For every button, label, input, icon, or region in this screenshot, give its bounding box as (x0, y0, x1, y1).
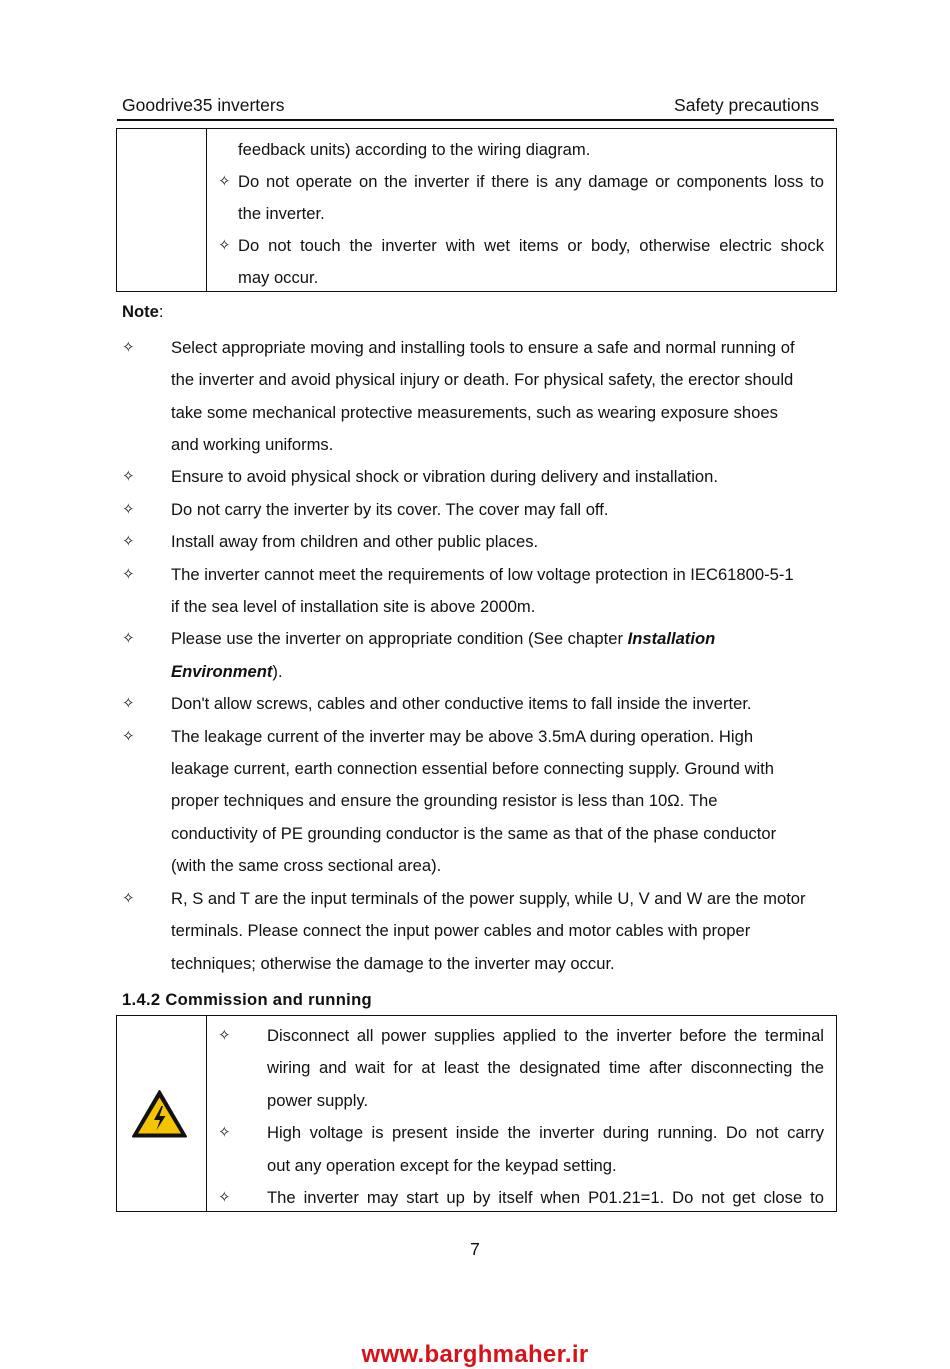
header-rule (117, 119, 834, 121)
section-heading: 1.4.2 Commission and running (122, 990, 372, 1009)
top-box-line-2: Do not operate on the inverter if there is any damage or components loss to (238, 172, 824, 191)
box-divider (206, 129, 207, 291)
diamond-bullet-icon: ✧ (122, 467, 135, 485)
note-heading (122, 302, 164, 322)
note-5-line-2: if the sea level of installation site is above 2000m. (171, 597, 536, 616)
note-5-line-1: The inverter cannot meet the requirements of low voltage protection in IEC61800-5-1 (171, 565, 794, 584)
commission-3-line-1: The inverter may start up by itself when P01.21=1. Do not get close to (267, 1188, 824, 1207)
diamond-bullet-icon: ✧ (122, 889, 135, 907)
diamond-bullet-icon: ✧ (122, 532, 135, 550)
diamond-bullet-icon: ✧ (122, 565, 135, 583)
page-number: 7 (470, 1239, 480, 1259)
commission-2-line-1: High voltage is present inside the inverter during running. Do not carry (267, 1123, 824, 1142)
note-9-line-2: terminals. Please connect the input power cables and motor cables with proper (171, 921, 751, 940)
commission-1-line-1: Disconnect all power supplies applied to the inverter before the terminal (267, 1026, 824, 1045)
diamond-bullet-icon: ✧ (122, 727, 135, 745)
note-6-prefix: Please use the inverter on appropriate condition (See chapter (171, 629, 628, 648)
note-1-line-2: the inverter and avoid physical injury or death. For physical safety, the erector should (171, 370, 794, 389)
note-7: Don't allow screws, cables and other conductive items to fall inside the inverter. (171, 694, 752, 713)
high-voltage-warning-icon (131, 1089, 188, 1139)
note-8-line-1: The leakage current of the inverter may be above 3.5mA during operation. High (171, 727, 754, 746)
diamond-bullet-icon: ✧ (122, 338, 135, 356)
note-6-suffix: ). (272, 662, 283, 681)
top-box-line-4: Do not touch the inverter with wet items or body, otherwise electric shock (238, 236, 824, 255)
header-section-title: Safety precautions (674, 95, 819, 115)
note-6-chapter-reference: Installation (627, 629, 716, 648)
note-2: Ensure to avoid physical shock or vibration during delivery and installation. (171, 467, 718, 486)
note-1-line-3: take some mechanical protective measurements, such as wearing exposure shoes (171, 403, 778, 422)
diamond-bullet-icon: ✧ (122, 500, 135, 518)
note-3: Do not carry the inverter by its cover. The cover may fall off. (171, 500, 609, 519)
note-8-line-2: leakage current, earth connection essential before connecting supply. Ground with (171, 759, 774, 778)
note-8-line-4: conductivity of PE grounding conductor is the same as that of the phase conductor (171, 824, 777, 843)
diamond-bullet-icon: ✧ (218, 1026, 231, 1044)
note-1-line-4: and working uniforms. (171, 435, 334, 454)
diamond-bullet-icon: ✧ (218, 172, 231, 190)
diamond-bullet-icon: ✧ (218, 236, 231, 254)
box-divider (206, 1016, 207, 1211)
note-colon: : (158, 302, 164, 321)
top-box-line-5: may occur. (238, 268, 319, 287)
note-6-line-2 (171, 664, 283, 681)
note-6-line-1 (171, 631, 715, 648)
commission-1-line-2: wiring and wait for at least the designated time after disconnecting the (267, 1058, 824, 1077)
note-6-chapter-reference-cont: Environment (171, 662, 273, 681)
note-9-line-1: R, S and T are the input terminals of the power supply, while U, V and W are the motor (171, 889, 806, 908)
header-document-title: Goodrive35 inverters (122, 95, 285, 115)
diamond-bullet-icon: ✧ (122, 694, 135, 712)
note-label: Note (122, 302, 159, 321)
note-1-line-1: Select appropriate moving and installing tools to ensure a safe and normal running of (171, 338, 795, 357)
diamond-bullet-icon: ✧ (218, 1188, 231, 1206)
footer-website-link[interactable]: www.barghmaher.ir (361, 1341, 589, 1368)
diamond-bullet-icon: ✧ (218, 1123, 231, 1141)
note-4: Install away from children and other public places. (171, 532, 539, 551)
top-box-line-3: the inverter. (238, 204, 325, 223)
diamond-bullet-icon: ✧ (122, 629, 135, 647)
note-8-line-5: (with the same cross sectional area). (171, 856, 442, 875)
commission-2-line-2: out any operation except for the keypad setting. (267, 1156, 617, 1175)
top-box-line-1: feedback units) according to the wiring diagram. (238, 140, 591, 159)
note-9-line-3: techniques; otherwise the damage to the inverter may occur. (171, 954, 615, 973)
commission-1-line-3: power supply. (267, 1091, 369, 1110)
note-8-line-3: proper techniques and ensure the grounding resistor is less than 10Ω. The (171, 791, 718, 810)
